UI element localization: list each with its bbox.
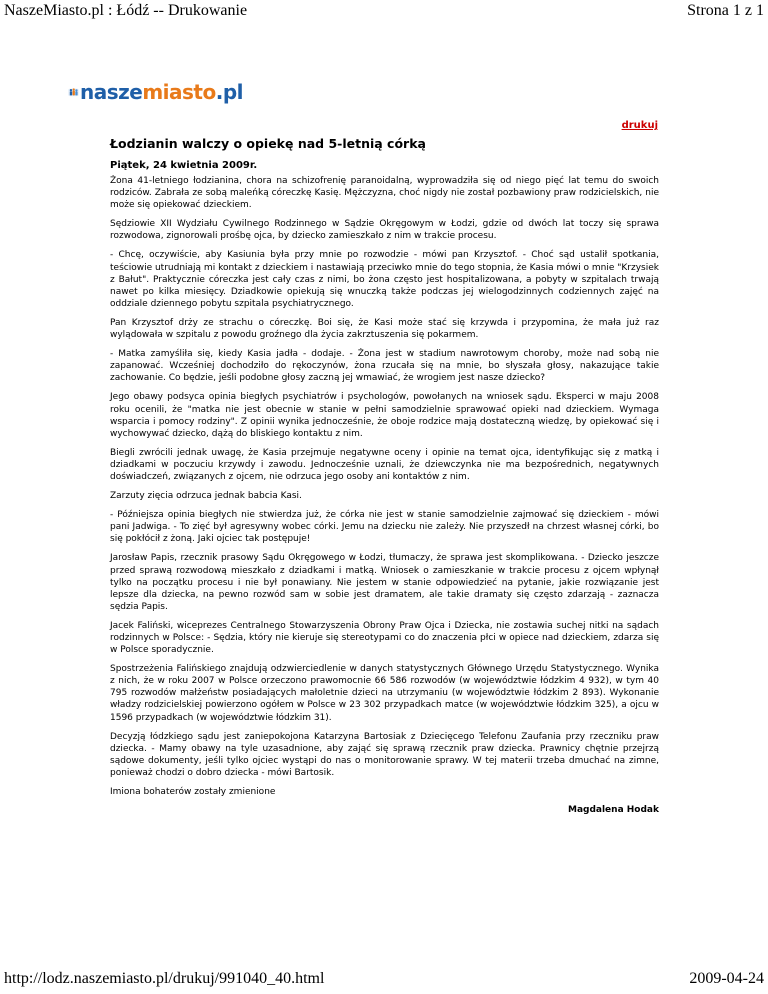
article-paragraph: Zarzuty zięcia odrzuca jednak babcia Kasi. [110,491,302,502]
print-footer-date: 2009-04-24 [689,970,764,987]
print-footer-url: http://lodz.naszemiasto.pl/drukuj/991040_40.html [4,970,325,987]
article-paragraph: Sędziowie XII Wydziału Cywilnego Rodzinnego w Sądzie Okręgowym w Łodzi, gdzie od dwóch lat toczy się sprawa rozwodowa, zignorowali prośbę ojca, by dziecko zamieszkało z nim w trakcie procesu. [110,219,659,242]
article-paragraph: Jarosław Papis, rzecznik prasowy Sądu Okręgowego w Łodzi, tłumaczy, że sprawa jest skomplikowana. - Dziecko jeszcze przed sprawą rozwodową mieszkało z dziadkami i matką. Wniosek o zamieszkanie w trakcie procesu z ojcem wpłynął tylko na początku procesu i nie był ponawiany. Nie jestem w stanie odpowiedzieć na pytanie, jakie rozwiązanie jest lepsze dla dziecka, na pewno rozwód sam w sobie jest dramatem, ale takie dramaty się często zdarzają - zaznacza sędzia Papis. [110,553,659,612]
logo-wordmark: naszemiasto.pl [79,80,243,104]
article-paragraph: Pan Krzysztof drży ze strachu o córeczkę. Boi się, że Kasi może stać się krzywda i przypomina, że mała już raz wylądowała w szpitalu z powodu groźnego dla życia zakrztuszenia się pokarmem. [110,317,659,341]
article [110,136,659,815]
site-logo[interactable] [68,70,243,114]
article-paragraph: Jacek Faliński, wiceprezes Centralnego Stowarzyszenia Obrony Praw Ojca i Dziecka, nie zostawia suchej nitki na sądach rodzinnych w Polsce: - Sędzia, który nie kieruje się stereotypami co do znaczenia płci w opiece nad dzieckiem, zdarza się w Polsce sporadycznie. [110,620,659,656]
article-paragraph: - Chcę, oczywiście, aby Kasiunia była przy mnie po rozwodzie - mówi pan Krzysztof. - Choć sąd ustalił spotkania, teściowie utrudniają mi kontakt z dzieckiem i nastawiają przeciwko mnie do tego stopnia, że Kasia mówi o mnie "Krzysiek z Bałut". Praktycznie córeczka jest cały czas z nimi, bo żona często jest hospitalizowana, a pobyty w szpitalach trwają nawet po kilka miesięcy. Dziadkowie opiekują się wnuczką także podczas jej wielogodzinnych codziennych zajęć na oddziale dziennego pobytu szpitala psychiatrycznego. [110,250,659,309]
article-title: Łodzianin walczy o opiekę nad 5-letnią córką [110,136,426,151]
article-paragraph: Spostrzeżenia Falińskiego znajdują odzwierciedlenie w danych statystycznych Głównego Urzędu Statystycznego. Wynika z nich, że w roku 2007 w Polsce orzeczono prawomocnie 66 586 rozwodów (w województwie łódzkim 4 932), w tym 40 795 rozwodów małżeństw posiadających małoletnie dzieci na utrzymaniu (w województwie łódzkim 2 893). Wykonanie władzy rodzicielskiej powierzono ogółem w Polsce w 23 302 przypadkach matce (w województwie łódzkim 325), a ojcu w 1596 przypadkach (w województwie łódzkim 31). [110,664,659,723]
article-paragraph: Żona 41-letniego łodzianina, chora na schizofrenię paranoidalną, wyprowadziła się od niego pięć lat temu do swoich rodziców. Zabrała ze sobą maleńką córeczkę Kasię. Mężczyzna, choć nigdy nie został pozbawiony praw rodzicielskich, nie może się opiekować dzieckiem. [110,176,659,211]
print-header-page: Strona 1 z 1 [687,2,764,19]
people-logo-icon [68,70,79,114]
article-paragraph: Jego obawy podsyca opinia biegłych psychiatrów i psychologów, powołanych na wniosek sądu. Eksperci w maju 2008 roku ocenili, że "matka nie jest obecnie w stanie w pełni samodzielnie sprawować opieki nad dzieckiem. Wymaga wsparcia i pomocy rodziny". Z opinii wynika jednocześnie, że oboje rodzice mają dostateczną wiedzę, by opiekować się i wychowywać dziecko, dążą do bliskiego kontaktu z nim. [110,392,659,439]
article-paragraph: Imiona bohaterów zostały zmienione [110,787,276,798]
article-paragraph: - Matka zamyśliła się, kiedy Kasia jadła - dodaje. - Żona jest w stadium nawrotowym choroby, może nad sobą nie zapanować. Wcześniej dochodziło do rękoczynów, żona rzucała się na mnie, bo słyszała głosy, nakazujące takie zachowanie. Co będzie, jeśli podobne głosy zaczną jej wmawiać, że wrogiem jest nasze dziecko? [110,349,659,384]
article-author: Magdalena Hodak [567,805,659,816]
article-paragraph: - Późniejsza opinia biegłych nie stwierdza już, że córka nie jest w stanie samodzielnie zajmować się dzieckiem - mówi pani Jadwiga. - To zięć był agresywny wobec córki. Jemu na dziecku nie zależy. Nie przyszedł na chrzest własnej córki, bo się pokłócił z żoną. Jaki ojciec tak postępuje! [110,510,659,545]
article-paragraph: Decyzją łódzkiego sądu jest zaniepokojona Katarzyna Bartosiak z Dziecięcego Telefonu Zaufania przy rzeczniku praw dziecka. - Mamy obawy na tyle uzasadnione, aby zająć się sprawą rzecznik praw dziecka. Prawnicy chętnie przejrzą sądowe dokumenty, jeśli tylko ojciec wystąpi do nas o monitorowanie sprawy. W tej materii trzeba dmuchać na zimne, ponieważ chodzi o dobro dziecka - mówi Bartosik. [110,731,659,778]
article-paragraph: Biegli zwrócili jednak uwagę, że Kasia przejmuje negatywne oceny i opinie na temat ojca, identyfikując się z matką i dziadkami w poczuciu krzywdy i zawodu. Jednocześnie uznali, że dziewczynka nie ma bezpośrednich, negatywnych doświadczeń, związanych z ojcem, nie odrzuca jego osoby ani kontaktów z nim. [110,447,659,482]
print-header-title: NaszeMiasto.pl : Łódź -- Drukowanie [4,2,248,19]
print-link[interactable]: drukuj [621,120,658,131]
article-date: Piątek, 24 kwietnia 2009r. [110,160,258,171]
